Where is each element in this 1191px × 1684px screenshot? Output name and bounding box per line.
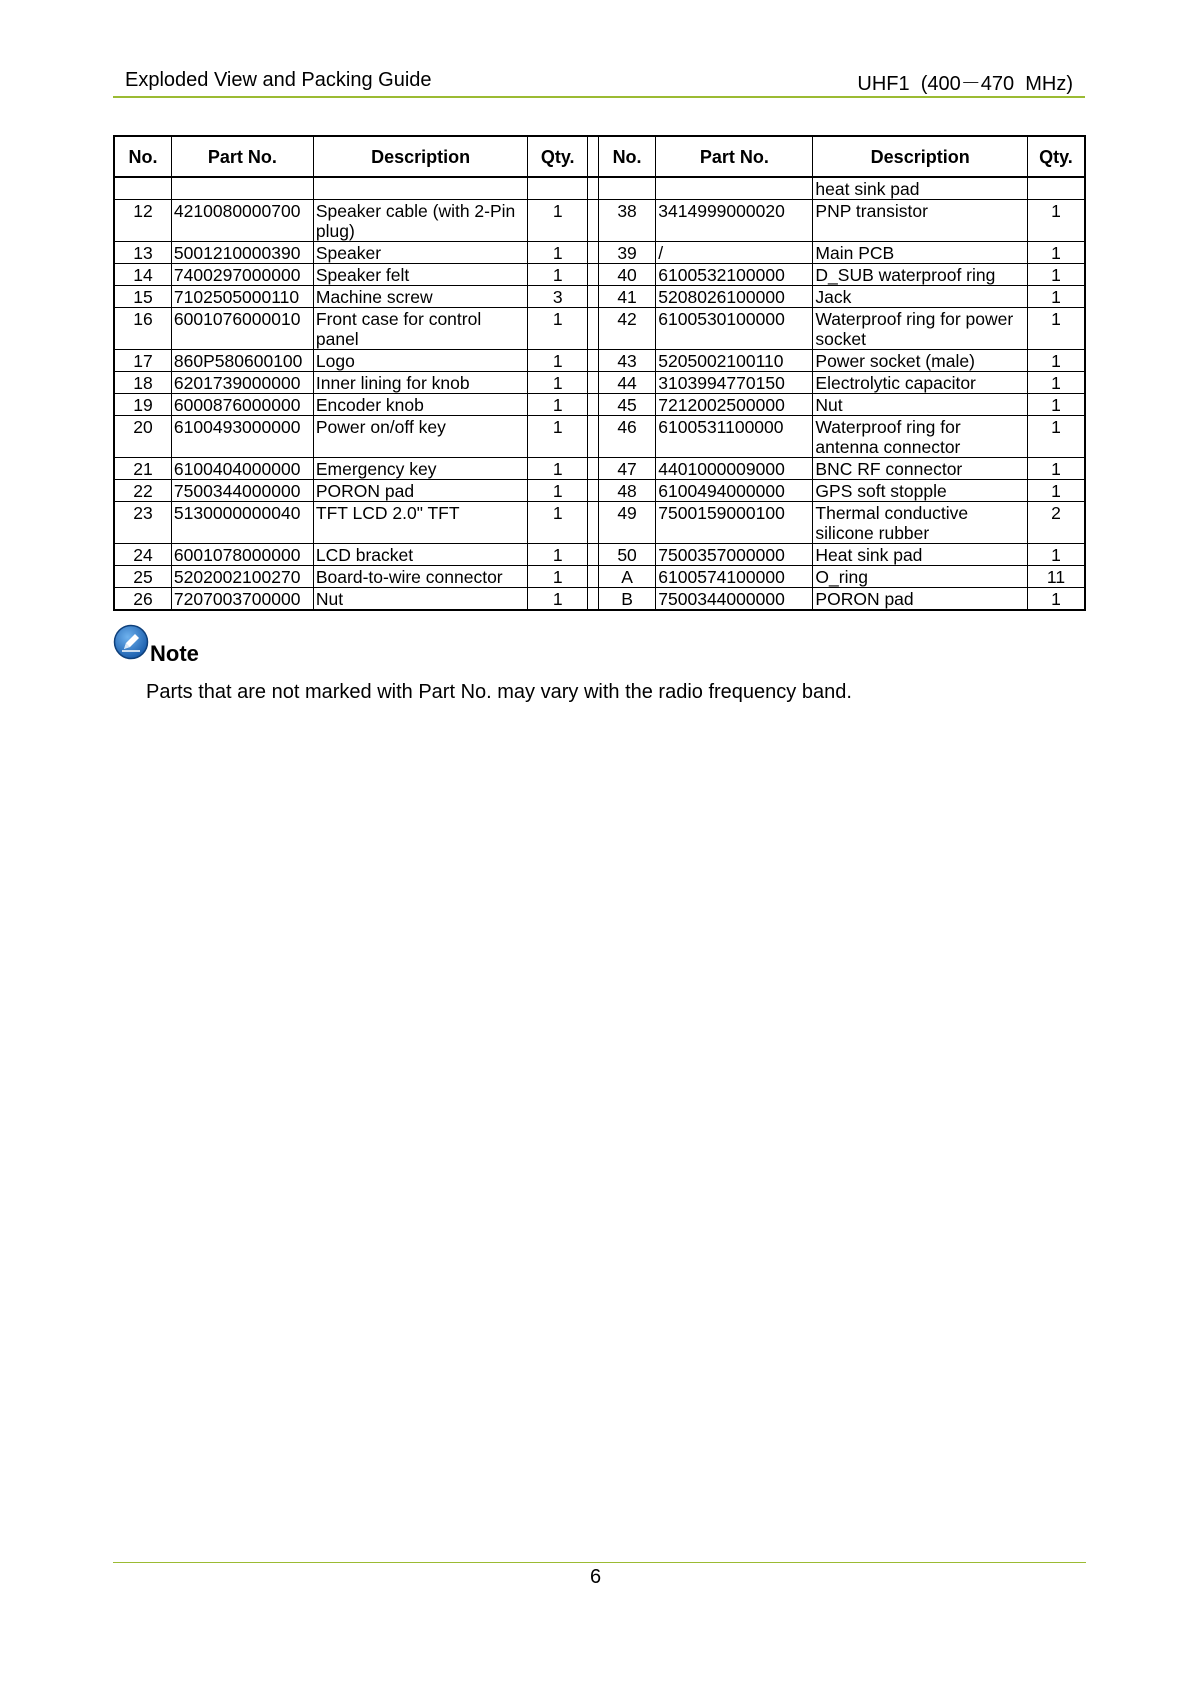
item-no: 38	[598, 200, 655, 242]
part-number: 5208026100000	[656, 286, 813, 308]
quantity: 1	[1027, 416, 1085, 458]
part-description: Waterproof ring for antenna connector	[813, 416, 1028, 458]
item-no: 44	[598, 372, 655, 394]
part-number: 5130000000040	[171, 502, 313, 544]
item-no: 23	[114, 502, 171, 544]
part-number: 6100404000000	[171, 458, 313, 480]
part-number: 6100530100000	[656, 308, 813, 350]
quantity	[1027, 177, 1085, 200]
part-number: 4210080000700	[171, 200, 313, 242]
item-no: 20	[114, 416, 171, 458]
quantity: 1	[528, 350, 588, 372]
quantity: 1	[1027, 350, 1085, 372]
part-description: Power socket (male)	[813, 350, 1028, 372]
note-title: Note	[150, 641, 199, 666]
item-no: 18	[114, 372, 171, 394]
table-row	[114, 458, 1085, 480]
part-description: PORON pad	[313, 480, 528, 502]
quantity: 1	[528, 200, 588, 242]
header-no: No.	[598, 136, 655, 177]
part-description: Power on/off key	[313, 416, 528, 458]
column-separator	[588, 350, 599, 372]
column-separator	[588, 394, 599, 416]
column-separator	[588, 544, 599, 566]
quantity: 1	[1027, 458, 1085, 480]
quantity	[528, 177, 588, 200]
column-separator	[588, 286, 599, 308]
part-number	[171, 177, 313, 200]
part-description: Waterproof ring for power socket	[813, 308, 1028, 350]
part-description: Board-to-wire connector	[313, 566, 528, 588]
header-no: No.	[114, 136, 171, 177]
item-no: 48	[598, 480, 655, 502]
part-description: Thermal conductive silicone rubber	[813, 502, 1028, 544]
part-number: 6100574100000	[656, 566, 813, 588]
part-number: 5205002100110	[656, 350, 813, 372]
part-number: 7500357000000	[656, 544, 813, 566]
part-description: D_SUB waterproof ring	[813, 264, 1028, 286]
quantity: 1	[1027, 480, 1085, 502]
quantity: 1	[528, 394, 588, 416]
item-no: 26	[114, 588, 171, 611]
table-body	[114, 177, 1085, 610]
part-number: 7500159000100	[656, 502, 813, 544]
table-row	[114, 177, 1085, 200]
frequency-band: UHF1 (400－470 MHz)	[857, 73, 1073, 95]
item-no: 42	[598, 308, 655, 350]
part-number: 6000876000000	[171, 394, 313, 416]
part-number: 6100531100000	[656, 416, 813, 458]
item-no: 15	[114, 286, 171, 308]
quantity: 1	[1027, 544, 1085, 566]
item-no: 14	[114, 264, 171, 286]
quantity: 1	[528, 566, 588, 588]
part-description: Speaker felt	[313, 264, 528, 286]
part-description: TFT LCD 2.0" TFT	[313, 502, 528, 544]
part-number: 7212002500000	[656, 394, 813, 416]
table-row	[114, 286, 1085, 308]
part-description: Jack	[813, 286, 1028, 308]
item-no: 16	[114, 308, 171, 350]
quantity: 1	[528, 242, 588, 264]
table-row	[114, 502, 1085, 544]
quantity: 2	[1027, 502, 1085, 544]
part-number: 6100532100000	[656, 264, 813, 286]
table-row	[114, 264, 1085, 286]
item-no: 19	[114, 394, 171, 416]
part-number: 7400297000000	[171, 264, 313, 286]
item-no: 46	[598, 416, 655, 458]
header-qty: Qty.	[528, 136, 588, 177]
quantity: 1	[528, 264, 588, 286]
page-number: 6	[589, 1566, 602, 1588]
part-description: Nut	[813, 394, 1028, 416]
header-description: Description	[313, 136, 528, 177]
item-no: 45	[598, 394, 655, 416]
item-no: 17	[114, 350, 171, 372]
table-row	[114, 480, 1085, 502]
part-description: Main PCB	[813, 242, 1028, 264]
header-qty: Qty.	[1027, 136, 1085, 177]
part-description: PORON pad	[813, 588, 1028, 611]
part-description: Electrolytic capacitor	[813, 372, 1028, 394]
document-title: Exploded View and Packing Guide	[125, 69, 432, 91]
part-description: O_ring	[813, 566, 1028, 588]
item-no: 43	[598, 350, 655, 372]
item-no: 50	[598, 544, 655, 566]
quantity: 11	[1027, 566, 1085, 588]
note-text: Parts that are not marked with Part No. may vary with the radio frequency band.	[146, 681, 852, 703]
pencil-note-icon	[113, 624, 149, 660]
part-description: Speaker	[313, 242, 528, 264]
column-separator	[588, 200, 599, 242]
column-separator	[588, 480, 599, 502]
part-description: Inner lining for knob	[313, 372, 528, 394]
quantity: 1	[1027, 308, 1085, 350]
quantity: 1	[528, 502, 588, 544]
column-separator	[588, 372, 599, 394]
quantity: 1	[528, 416, 588, 458]
column-separator	[588, 502, 599, 544]
table-row	[114, 588, 1085, 611]
parts-table	[113, 135, 1086, 611]
item-no: 13	[114, 242, 171, 264]
part-number: 7102505000110	[171, 286, 313, 308]
quantity: 1	[528, 458, 588, 480]
part-number: 3103994770150	[656, 372, 813, 394]
part-description	[313, 177, 528, 200]
part-description: Encoder knob	[313, 394, 528, 416]
item-no: 47	[598, 458, 655, 480]
table-row	[114, 372, 1085, 394]
column-separator	[588, 588, 599, 611]
column-separator	[588, 416, 599, 458]
header-row	[114, 136, 1085, 177]
table-row	[114, 394, 1085, 416]
table-row	[114, 242, 1085, 264]
part-number: 860P580600100	[171, 350, 313, 372]
part-description: LCD bracket	[313, 544, 528, 566]
quantity: 1	[528, 544, 588, 566]
header-part-no: Part No.	[656, 136, 813, 177]
part-description: Emergency key	[313, 458, 528, 480]
item-no: A	[598, 566, 655, 588]
quantity: 1	[1027, 242, 1085, 264]
part-description: Machine screw	[313, 286, 528, 308]
table-row	[114, 350, 1085, 372]
header-part-no: Part No.	[171, 136, 313, 177]
page-header	[113, 66, 1085, 98]
item-no: 22	[114, 480, 171, 502]
header-description: Description	[813, 136, 1028, 177]
part-number: 4401000009000	[656, 458, 813, 480]
part-number: 7500344000000	[171, 480, 313, 502]
quantity: 1	[528, 588, 588, 611]
part-description: Heat sink pad	[813, 544, 1028, 566]
table-header	[114, 136, 1085, 177]
quantity: 3	[528, 286, 588, 308]
part-number: 3414999000020	[656, 200, 813, 242]
quantity: 1	[528, 308, 588, 350]
table-row	[114, 200, 1085, 242]
table-row	[114, 544, 1085, 566]
quantity: 1	[1027, 264, 1085, 286]
column-separator	[588, 308, 599, 350]
footer-rule	[113, 1562, 1086, 1563]
part-description: Front case for control panel	[313, 308, 528, 350]
column-separator	[588, 177, 599, 200]
item-no: 41	[598, 286, 655, 308]
quantity: 1	[1027, 394, 1085, 416]
quantity: 1	[1027, 588, 1085, 611]
part-number: 7500344000000	[656, 588, 813, 611]
part-number: 6100494000000	[656, 480, 813, 502]
part-description: heat sink pad	[813, 177, 1028, 200]
quantity: 1	[528, 372, 588, 394]
column-separator	[588, 136, 599, 177]
quantity: 1	[528, 480, 588, 502]
quantity: 1	[1027, 286, 1085, 308]
part-description: Speaker cable (with 2-Pin plug)	[313, 200, 528, 242]
part-description: Logo	[313, 350, 528, 372]
column-separator	[588, 458, 599, 480]
part-description: Nut	[313, 588, 528, 611]
column-separator	[588, 566, 599, 588]
item-no: 12	[114, 200, 171, 242]
item-no: B	[598, 588, 655, 611]
part-number: 6001078000000	[171, 544, 313, 566]
column-separator	[588, 264, 599, 286]
item-no: 25	[114, 566, 171, 588]
item-no: 39	[598, 242, 655, 264]
column-separator	[588, 242, 599, 264]
part-number: 5202002100270	[171, 566, 313, 588]
item-no	[114, 177, 171, 200]
part-number: /	[656, 242, 813, 264]
part-number: 6001076000010	[171, 308, 313, 350]
part-number	[656, 177, 813, 200]
part-description: GPS soft stopple	[813, 480, 1028, 502]
part-description: BNC RF connector	[813, 458, 1028, 480]
part-number: 6100493000000	[171, 416, 313, 458]
item-no: 40	[598, 264, 655, 286]
part-number: 7207003700000	[171, 588, 313, 611]
quantity: 1	[1027, 372, 1085, 394]
item-no: 49	[598, 502, 655, 544]
part-number: 6201739000000	[171, 372, 313, 394]
part-description: PNP transistor	[813, 200, 1028, 242]
table-row	[114, 416, 1085, 458]
part-number: 5001210000390	[171, 242, 313, 264]
item-no: 21	[114, 458, 171, 480]
table-row	[114, 308, 1085, 350]
item-no	[598, 177, 655, 200]
quantity: 1	[1027, 200, 1085, 242]
table-row	[114, 566, 1085, 588]
item-no: 24	[114, 544, 171, 566]
